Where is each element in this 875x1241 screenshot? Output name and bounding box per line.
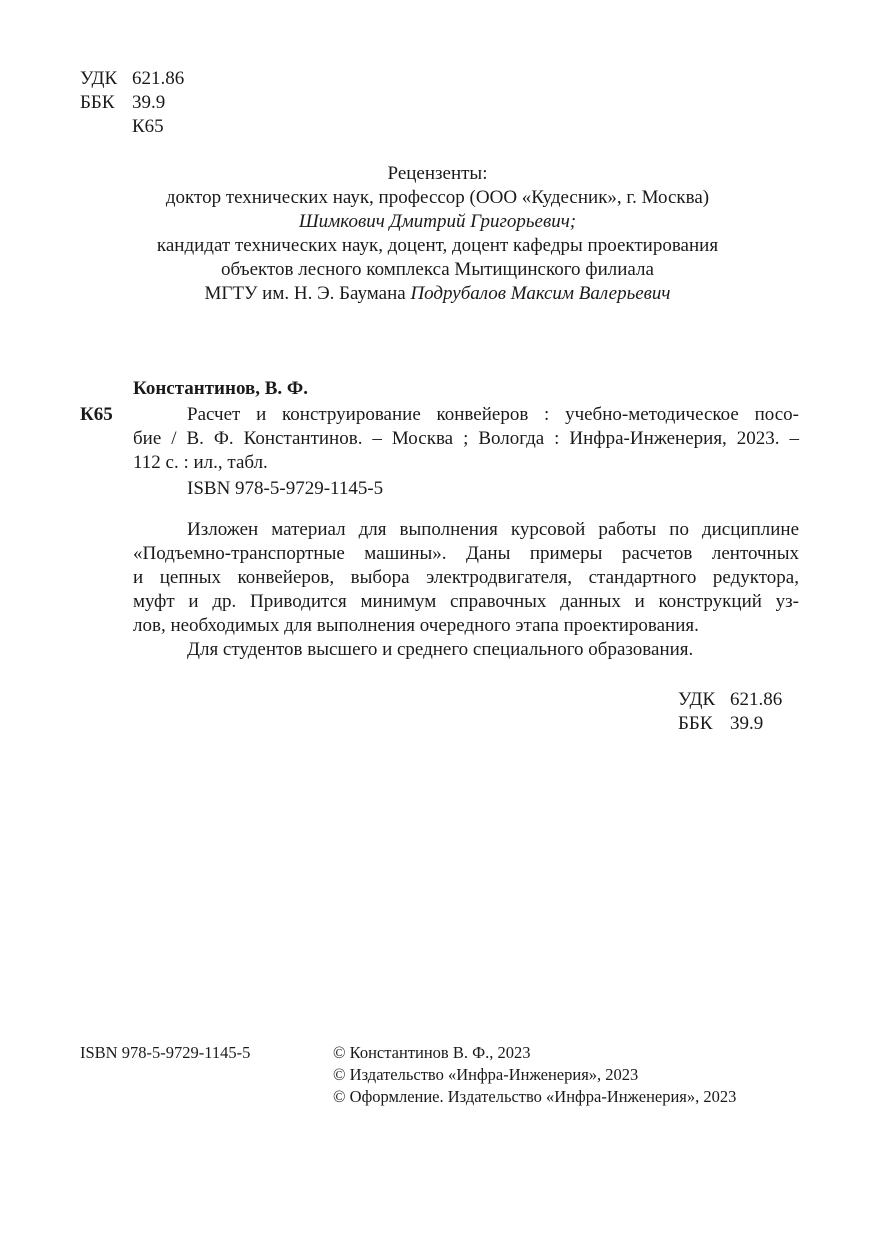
- footer-isbn: ISBN 978-5-9729-1145-5: [80, 1043, 251, 1062]
- reviewer-1-title: доктор технических наук, профессор (ООО «Кудесник», г. Москва): [165, 187, 710, 208]
- annotation-line-1: Изложен материал для выполнения курсовой работы по дисциплине: [187, 519, 799, 540]
- bib-line-1: Расчет и конструирование конвейеров : учебно-методическое посо-: [187, 404, 799, 425]
- bbk-row: [80, 91, 184, 115]
- copyright-design: © Оформление. Издательство «Инфра-Инженерия», 2023: [333, 1087, 737, 1106]
- copyright-publisher: © Издательство «Инфра-Инженерия», 2023: [333, 1065, 639, 1084]
- bib-code: К65: [80, 404, 113, 425]
- bib-author: Константинов, В. Ф.: [133, 378, 308, 399]
- bbk-label: ББК: [80, 92, 115, 113]
- author-sign-row: [80, 115, 184, 139]
- reviewer-1-name: Шимкович Дмитрий Григорьевич;: [298, 211, 577, 232]
- bbk-value-bottom: 39.9: [730, 713, 764, 734]
- reviewer-2-line3: [0, 282, 875, 306]
- annotation-block: [133, 518, 799, 662]
- classification-bottom: [678, 688, 782, 736]
- udk-label: УДК: [80, 68, 118, 89]
- udk-row-bottom: [678, 688, 782, 712]
- reviewer-2-title-line2: объектов лесного комплекса Мытищинского филиала: [221, 259, 654, 280]
- bbk-value: 39.9: [132, 92, 166, 113]
- bib-line-2: бие / В. Ф. Константинов. – Москва ; Вологда : Инфра-Инженерия, 2023. –: [133, 428, 799, 449]
- classification-top: [80, 67, 184, 139]
- reviewers-block: [0, 162, 875, 306]
- bbk-row-bottom: [678, 712, 782, 736]
- author-sign: К65: [132, 116, 164, 137]
- reviewer-2-name: Подрубалов Максим Валерьевич: [410, 283, 671, 304]
- copyright-block: [333, 1042, 736, 1108]
- bbk-label-bottom: ББК: [678, 713, 713, 734]
- bib-isbn: ISBN 978-5-9729-1145-5: [187, 478, 384, 499]
- reviewers-heading: Рецензенты:: [387, 163, 488, 184]
- udk-value-bottom: 621.86: [730, 689, 783, 710]
- bib-record: [133, 403, 799, 501]
- udk-label-bottom: УДК: [678, 689, 716, 710]
- udk-value: 621.86: [132, 68, 185, 89]
- reviewer-2-title-line3: МГТУ им. Н. Э. Баумана: [204, 283, 406, 304]
- reviewer-2-title-line1: кандидат технических наук, доцент, доцент кафедры проектирования: [156, 235, 719, 256]
- annotation-line-2: «Подъемно-транспортные машины». Даны примеры расчетов ленточных: [133, 543, 799, 564]
- annotation-line-4: муфт и др. Приводится минимум справочных данных и конструкций уз-: [133, 591, 799, 612]
- annotation-line-3: и цепных конвейеров, выбора электродвигателя, стандартного редуктора,: [133, 567, 799, 588]
- annotation-audience: Для студентов высшего и среднего специального образования.: [187, 639, 694, 660]
- bib-line-3: 112 с. : ил., табл.: [133, 452, 268, 473]
- udk-row: [80, 67, 184, 91]
- copyright-author: © Константинов В. Ф., 2023: [333, 1043, 531, 1062]
- annotation-line-5: лов, необходимых для выполнения очередного этапа проектирования.: [133, 615, 699, 636]
